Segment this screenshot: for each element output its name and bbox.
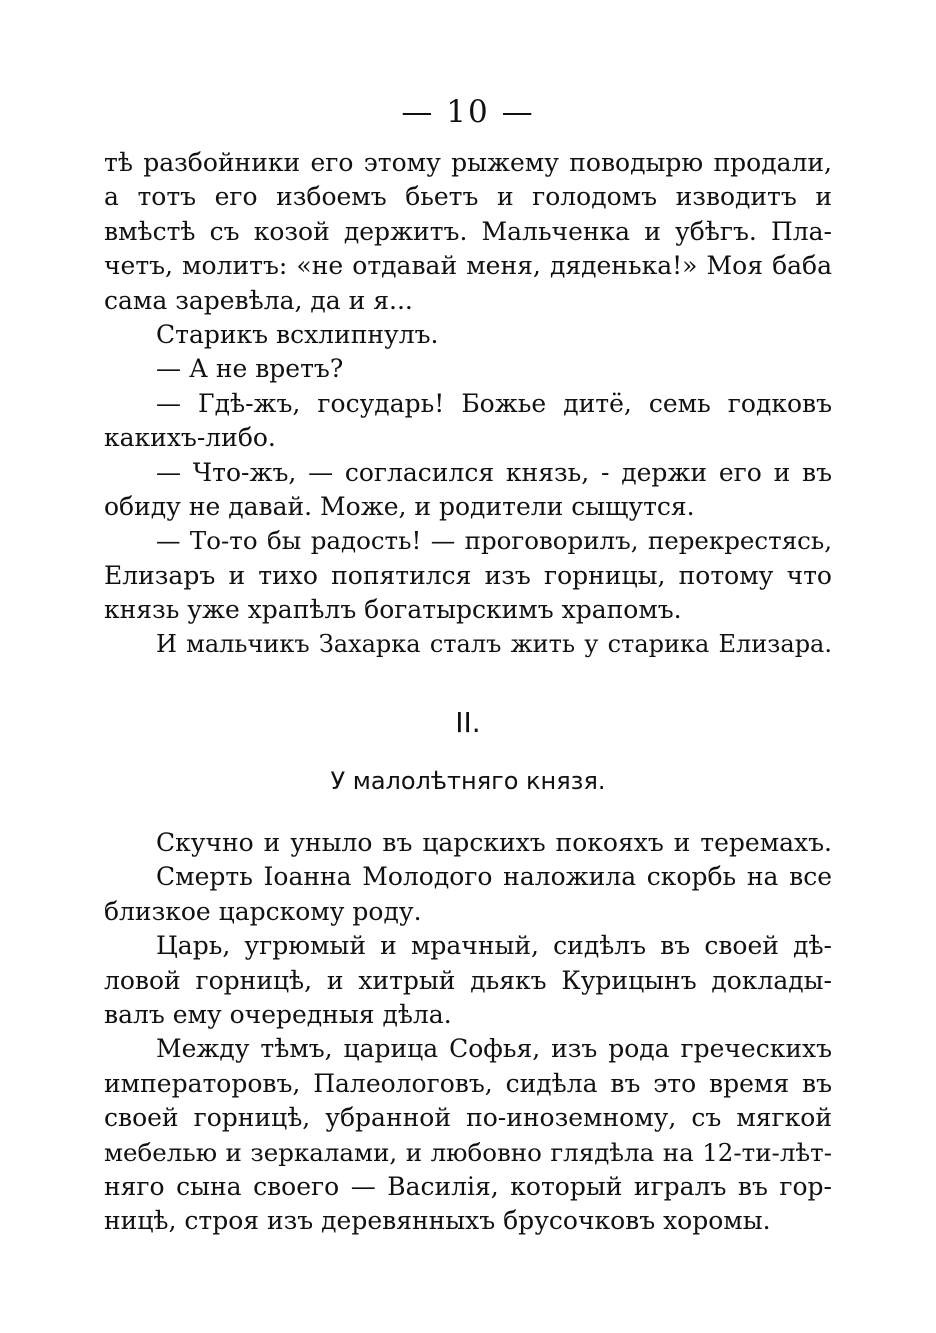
- text-line: тѣ разбойники его этому рыжему поводырю продали,: [104, 148, 832, 177]
- text-line: Смерть Іоанна Молодого наложила скорбь на все: [156, 862, 832, 892]
- page-number: — 10 —: [401, 94, 535, 130]
- text-line: И мальчикъ Захарка сталъ жить у старика Елизара.: [156, 630, 832, 659]
- text-line: Старикъ всхлипнулъ.: [156, 319, 439, 349]
- text-line: ницѣ, строя изъ деревянныхъ брусочковъ хоромы.: [104, 1206, 771, 1236]
- text-line: Елизаръ и тихо попятился изъ горницы, потому что: [104, 560, 832, 590]
- text-line: мебелью и зеркалами, и любовно глядѣла на 12-ти-лѣт-: [104, 1137, 832, 1167]
- text-line: — То-то бы радость! — проговорилъ, перекрестясь,: [156, 526, 832, 556]
- text-line: князь уже храпѣлъ богатырскимъ храпомъ.: [104, 595, 682, 625]
- section-heading: У малолѣтняго князя.: [330, 767, 606, 795]
- text-line: близкое царскому роду.: [104, 896, 422, 926]
- text-line: императоровъ, Палеологовъ, сидѣла въ это время въ: [104, 1068, 832, 1098]
- text-line: вмѣстѣ съ козой держитъ. Мальченка и убѣгъ. Пла-: [104, 216, 832, 246]
- text-line: — Что-жъ, — согласился князь, - держи его и въ: [156, 457, 832, 487]
- text-line: Скучно и уныло въ царскихъ покояхъ и теремахъ.: [156, 828, 832, 857]
- text-line: ловой горницѣ, и хитрый дьякъ Курицынъ доклады-: [104, 965, 832, 995]
- text-block-part2: [104, 826, 832, 1239]
- text-line: какихъ-либо.: [104, 423, 276, 453]
- text-line: Между тѣмъ, царица Софья, изъ рода греческихъ: [156, 1034, 832, 1064]
- text-line: четъ, молитъ: «не отдавай меня, дяденька!» Моя баба: [104, 251, 832, 281]
- text-line: а тотъ его избоемъ бьетъ и голодомъ изводитъ и: [104, 182, 832, 212]
- text-block-part1: [104, 146, 832, 662]
- section-numeral: II.: [455, 706, 481, 739]
- text-line: обиду не давай. Може, и родители сыщутся.: [104, 491, 695, 521]
- text-line: — А не вретъ?: [156, 354, 344, 384]
- text-line: валъ ему очередныя дѣла.: [104, 999, 452, 1029]
- text-line: Царь, угрюмый и мрачный, сидѣлъ въ своей дѣ-: [156, 931, 832, 961]
- text-line: — Гдѣ-жъ, государь! Божье дитё, семь годковъ: [156, 388, 832, 418]
- text-line: своей горницѣ, убранной по-иноземному, съ мягкой: [104, 1103, 832, 1133]
- text-line: няго сына своего — Василія, который игралъ въ гор-: [104, 1171, 832, 1201]
- text-line: сама заревѣла, да и я...: [104, 285, 413, 315]
